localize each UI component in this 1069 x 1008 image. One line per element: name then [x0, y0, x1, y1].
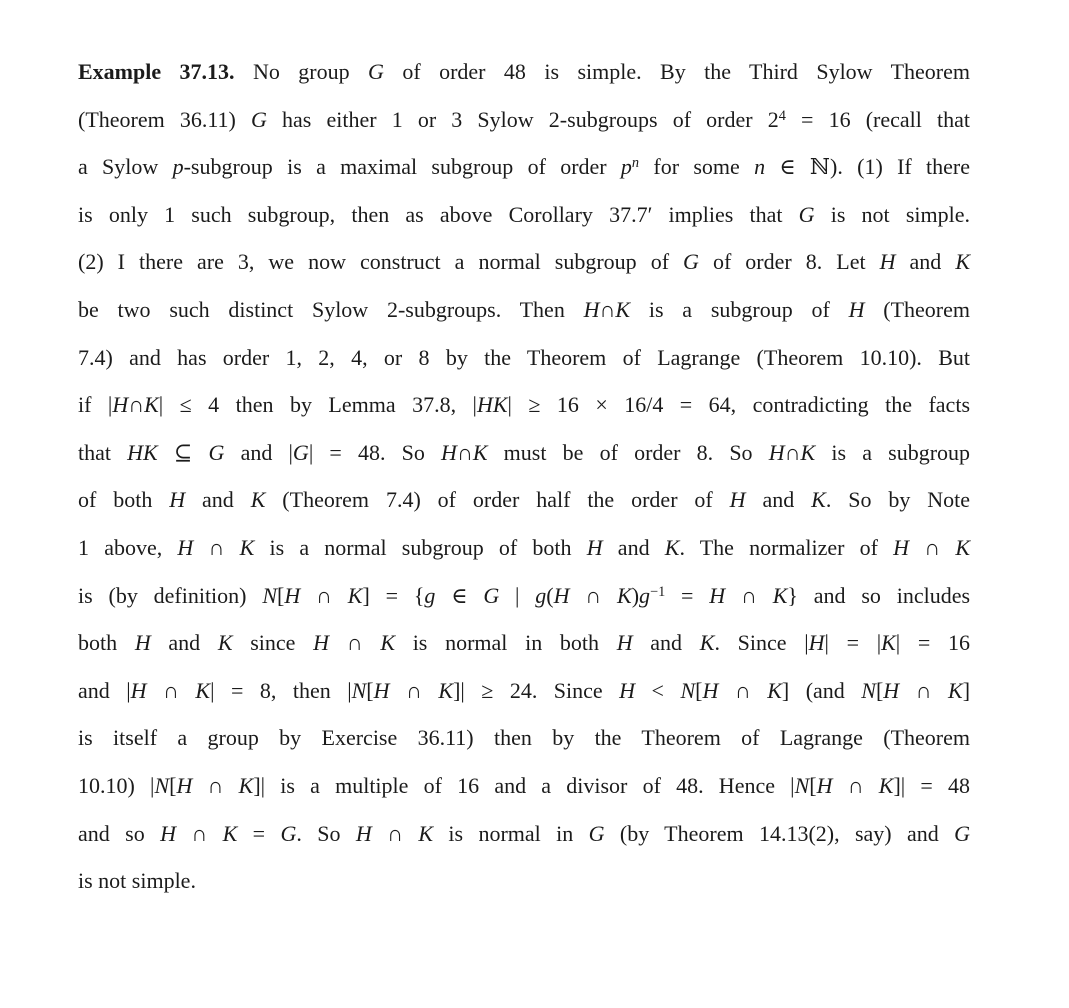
text-segment: G [798, 201, 815, 227]
text-segment: 7.4) and has order 1, 2, 4, or 8 by the Theorem of Lagrange (Theorem 10.10). But [78, 344, 970, 370]
text-segment: ] (and [781, 677, 862, 703]
text-segment: K [250, 487, 266, 513]
text-segment: p [620, 154, 632, 180]
text-segment: ∩ [569, 582, 617, 608]
text-segment: (Theorem 7.4) of order half the order of [265, 487, 730, 513]
text-segment: and [185, 487, 251, 513]
text-segment: is only 1 such subgroup, then as above Corollary 37.7′ implies that [78, 201, 799, 227]
text-line [78, 619, 970, 667]
text-segment: ∩ [784, 439, 801, 465]
text-segment: (Theorem [864, 296, 971, 322]
text-segment: has either 1 or 3 Sylow 2-subgroups of order 2 [266, 106, 779, 132]
text-segment: -subgroup is a maximal subgroup of order [183, 154, 621, 180]
text-segment: g [535, 582, 547, 608]
text-segment: H [808, 630, 825, 656]
text-segment: K [617, 582, 632, 608]
text-segment: ) [631, 582, 640, 608]
text-segment: HK [127, 439, 158, 465]
text-segment: | = | [824, 630, 882, 656]
text-segment: K [955, 534, 971, 560]
text-segment: K [767, 677, 782, 703]
text-segment: ∩ [192, 772, 239, 798]
text-segment: is normal in [433, 820, 589, 846]
text-segment: HK [476, 392, 508, 418]
text-segment: ∈ [435, 582, 484, 608]
text-segment: H [702, 677, 719, 703]
text-segment: and [602, 534, 665, 560]
text-segment: and [632, 630, 700, 656]
text-segment: K [222, 820, 238, 846]
text-segment: H [883, 677, 900, 703]
text-segment: H [893, 534, 910, 560]
text-segment: 1 above, [78, 534, 178, 560]
text-segment: H [616, 630, 633, 656]
text-segment: | [499, 582, 536, 608]
text-line [78, 191, 970, 239]
text-segment: (Theorem 36.11) [78, 106, 252, 132]
text-segment: G [368, 59, 384, 84]
text-segment: K [878, 772, 894, 798]
text-segment: H [112, 392, 129, 418]
text-segment: must be of order 8. So [487, 439, 769, 465]
text-segment: H [176, 772, 193, 798]
text-segment: K [144, 392, 159, 418]
text-segment: } and so includes [787, 582, 971, 608]
text-segment: N [154, 772, 170, 798]
text-segment: that [78, 439, 128, 465]
text-segment: K [948, 677, 963, 703]
text-segment: . So by Note [825, 487, 971, 513]
text-segment: | ≤ 4 then by Lemma 37.8, | [158, 392, 477, 418]
text-segment: K [195, 677, 211, 703]
text-line [78, 714, 970, 762]
text-segment: for some [639, 154, 755, 180]
text-segment: and [745, 487, 812, 513]
text-segment: H [848, 296, 865, 322]
text-line [78, 238, 970, 286]
text-line [78, 857, 970, 905]
text-segment: of order 8. Let [698, 249, 880, 275]
text-line [78, 381, 970, 429]
example-paragraph [78, 48, 970, 905]
text-segment: K [800, 439, 816, 465]
text-segment: a Sylow [78, 154, 173, 180]
text-segment: ∈ ℕ). (1) If there [765, 154, 971, 180]
text-segment: H [553, 582, 570, 608]
text-segment: is normal in both [395, 630, 617, 656]
text-segment: and so [78, 820, 161, 846]
text-segment: ∩ [725, 582, 773, 608]
text-segment: of both [78, 487, 170, 513]
text-segment: K [881, 630, 896, 656]
text-segment: K [955, 249, 970, 275]
text-segment: ∩ [371, 820, 419, 846]
text-segment: H [729, 487, 746, 513]
text-segment: K [699, 630, 715, 656]
text-segment: K [380, 630, 395, 656]
text-segment: since [232, 630, 314, 656]
text-segment: is (by definition) [78, 582, 263, 608]
text-segment: H [284, 582, 301, 608]
text-segment: g [424, 582, 436, 608]
text-segment: = 16 (recall that [785, 106, 970, 132]
text-segment: H [373, 677, 390, 703]
text-segment: H [619, 677, 636, 703]
text-segment: H [160, 820, 176, 846]
text-segment: and | [78, 677, 131, 703]
text-segment: K [664, 534, 680, 560]
text-segment: of order 48 is simple. By the Third Sylow Theorem [383, 59, 970, 84]
text-segment: n [631, 155, 640, 172]
text-segment: G [954, 820, 971, 846]
text-line [78, 48, 970, 96]
text-line [78, 286, 970, 334]
text-segment: [ [277, 582, 285, 608]
text-segment: ( [546, 582, 554, 608]
text-segment: ]| is a multiple of 16 and a divisor of 48. Hence | [253, 772, 795, 798]
text-segment: if | [78, 392, 113, 418]
text-segment: 4 [778, 107, 786, 124]
text-segment: ∩ [146, 677, 196, 703]
text-line [78, 96, 970, 144]
text-segment: [ [169, 772, 177, 798]
text-segment: (by Theorem 14.13(2), say) and [604, 820, 955, 846]
text-segment: is not simple. [814, 201, 971, 227]
text-segment: K [347, 582, 363, 608]
text-segment: ∩ [599, 296, 616, 322]
text-segment: ∩ [329, 630, 381, 656]
text-segment: ] = { [362, 582, 425, 608]
text-segment: and | [224, 439, 293, 465]
text-segment: ∩ [899, 677, 949, 703]
text-segment: ∩ [909, 534, 956, 560]
text-segment: N [351, 677, 367, 703]
text-line [78, 143, 970, 191]
text-segment: [ [695, 677, 703, 703]
text-segment: K [418, 820, 434, 846]
text-segment: | = 16 [895, 630, 970, 656]
text-segment: ]| = 48 [893, 772, 971, 798]
text-segment: 10.10) | [78, 772, 155, 798]
text-line [78, 524, 970, 572]
text-line [78, 334, 970, 382]
text-segment: g [639, 582, 651, 608]
text-segment: H [879, 249, 896, 275]
text-segment: K [238, 772, 254, 798]
text-segment: is a normal subgroup of both [254, 534, 587, 560]
text-segment: ∩ [718, 677, 768, 703]
text-segment: H [355, 820, 372, 846]
text-segment: K [772, 582, 788, 608]
text-segment: ∩ [456, 439, 473, 465]
text-segment: ∩ [128, 392, 145, 418]
text-segment: H [586, 534, 603, 560]
text-segment: N [262, 582, 278, 608]
text-segment: H [441, 439, 457, 465]
text-segment: ∩ [832, 772, 879, 798]
text-segment: G [280, 820, 297, 846]
text-segment: ∩ [193, 534, 240, 560]
text-segment: is itself a group by Exercise 36.11) then by the Theorem of Lagrange (Theorem [78, 725, 970, 751]
text-segment: H [313, 630, 330, 656]
text-line [78, 572, 970, 620]
text-segment: is a subgroup [815, 439, 971, 465]
text-segment: be two such distinct Sylow 2-subgroups. Then [78, 296, 584, 322]
text-segment: G [292, 439, 309, 465]
text-segment: ⊆ [157, 439, 209, 465]
text-line [78, 762, 970, 810]
example-label: Example 37.13. [78, 59, 235, 84]
text-segment: G [683, 249, 699, 275]
text-segment: H [768, 439, 785, 465]
text-segment: . So [296, 820, 356, 846]
text-segment: | = 8, then | [210, 677, 352, 703]
text-segment: ] [962, 677, 971, 703]
text-line [78, 667, 970, 715]
text-segment: G [251, 106, 267, 132]
text-segment: N [861, 677, 876, 703]
text-segment: = [237, 820, 281, 846]
text-segment: < [635, 677, 681, 703]
text-line [78, 476, 970, 524]
text-segment: H [583, 296, 600, 322]
text-segment: | = 48. So [308, 439, 442, 465]
text-segment: and [150, 630, 218, 656]
text-segment: = [665, 582, 710, 608]
text-line [78, 429, 970, 477]
text-segment: p [172, 154, 184, 180]
text-segment: ]| ≥ 24. Since [453, 677, 620, 703]
text-segment: H [134, 630, 151, 656]
text-segment: K [615, 296, 631, 322]
text-segment: and [895, 249, 956, 275]
text-segment: | ≥ 16 × 16/4 = 64, contradicting the facts [507, 392, 971, 418]
text-segment: n [754, 154, 766, 180]
text-segment: K [438, 677, 454, 703]
text-segment: is not simple. [78, 868, 196, 894]
text-segment: K [217, 630, 233, 656]
text-segment: G [208, 439, 225, 465]
text-segment: . Since | [714, 630, 809, 656]
text-segment: both [78, 630, 135, 656]
text-line [78, 810, 970, 858]
text-segment: N [794, 772, 810, 798]
text-segment: H [130, 677, 147, 703]
text-segment: ∩ [175, 820, 223, 846]
text-segment: G [483, 582, 500, 608]
text-segment: No group [234, 59, 369, 84]
text-segment: ∩ [389, 677, 439, 703]
text-segment: . The normalizer of [679, 534, 894, 560]
text-segment: [ [366, 677, 374, 703]
text-segment: K [811, 487, 826, 513]
text-segment: −1 [650, 583, 666, 600]
text-segment: H [177, 534, 194, 560]
text-segment: N [680, 677, 696, 703]
text-segment: H [816, 772, 833, 798]
text-segment: is a subgroup of [630, 296, 849, 322]
text-segment: G [588, 820, 605, 846]
text-segment: K [472, 439, 488, 465]
text-segment: [ [809, 772, 817, 798]
text-segment: K [239, 534, 255, 560]
text-segment: [ [875, 677, 884, 703]
text-segment: H [169, 487, 186, 513]
text-segment: H [709, 582, 726, 608]
text-segment: ∩ [300, 582, 348, 608]
text-segment: (2) I there are 3, we now construct a normal subgroup of [78, 249, 684, 275]
